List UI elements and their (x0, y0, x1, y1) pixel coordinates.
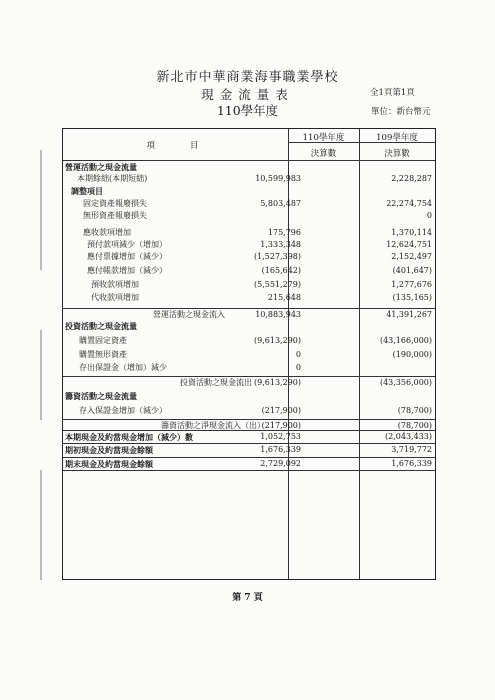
row-label: 存出保證金（增加）減少 (79, 363, 167, 372)
row-label: 調整項目 (71, 186, 103, 196)
row-label: 應付票據增加（減少） (87, 252, 167, 261)
value-109: (78,700) (397, 421, 432, 430)
value-110: 2,729,092 (260, 459, 301, 468)
value-109: (78,700) (397, 406, 432, 415)
row-label: 投資活動之現金流出 (180, 378, 252, 387)
row-label: 籌資活動之淨現金流入（出） (161, 421, 265, 430)
value-109: 12,624,751 (386, 240, 432, 249)
row-label: 固定資產報廢損失 (83, 199, 147, 208)
value-109: (43,356,000) (379, 378, 432, 387)
row-label: 期初現金及約當現金餘額 (65, 445, 153, 455)
value-110: (217,900) (261, 406, 301, 415)
value-109: 22,274,754 (386, 199, 432, 208)
value-110: 1,676,339 (260, 445, 301, 454)
col1-sub-header: 決算數 (310, 149, 337, 159)
currency-unit: 單位：新台幣元 (371, 107, 431, 117)
row-label: 代收款項增加 (91, 293, 139, 302)
value-110: 0 (295, 363, 301, 372)
value-110: (1,527,398) (254, 252, 301, 261)
table-row (63, 320, 435, 332)
scan-artifact (40, 470, 42, 580)
value-109: 1,370,114 (391, 228, 432, 237)
table-row (63, 185, 435, 197)
table-row (63, 292, 435, 304)
fiscal-period: 110學年度 (216, 103, 279, 118)
col2-sub-header: 決算數 (384, 149, 410, 159)
table-row (63, 349, 435, 361)
value-109: (2,043,433) (385, 432, 432, 441)
table-row (63, 227, 435, 239)
row-label: 無形資產報廢損失 (83, 211, 147, 220)
document-title: 新北市中華商業海事職業學校 (156, 70, 339, 85)
value-109: 0 (426, 211, 432, 220)
scan-artifact (40, 330, 42, 420)
value-110: (5,551,279) (254, 280, 301, 289)
value-110: (165,642) (261, 266, 301, 275)
scan-artifact (40, 150, 42, 270)
row-label: 預收款項增加 (91, 280, 139, 289)
table-row (63, 431, 435, 443)
row-label: 應付帳款增加（減少） (87, 266, 167, 275)
table-row (63, 173, 435, 185)
row-label: 本期現金及約當現金增加（減少）數 (65, 432, 193, 442)
value-109: 2,152,497 (391, 252, 432, 261)
value-109: 1,676,339 (391, 459, 432, 468)
value-109: 2,228,287 (391, 174, 432, 183)
row-label: 存入保證金增加（減少） (79, 406, 167, 415)
page-number: 第 7 頁 (232, 593, 263, 603)
value-110: 215,648 (267, 293, 301, 302)
value-109: 3,719,772 (391, 445, 432, 454)
row-divider (63, 470, 435, 471)
row-label: 籌資活動之現金流量 (65, 391, 137, 401)
table-row (63, 390, 435, 402)
statement-title: 現金流量表 (201, 87, 294, 102)
table-row (63, 198, 435, 210)
row-label: 期末現金及約當現金餘額 (65, 459, 153, 469)
row-label: 應收款項增加 (83, 228, 131, 237)
row-label: 預付款項減少（增加） (87, 240, 167, 249)
value-110: 10,883,943 (255, 310, 301, 319)
value-110: 1,333,348 (260, 240, 301, 249)
value-109: (190,000) (392, 350, 432, 359)
col1-year-header: 110學年度 (302, 133, 345, 143)
value-110: (217,900) (261, 421, 301, 430)
value-109: (401,647) (392, 266, 432, 275)
table-row (63, 210, 435, 222)
table-row (63, 251, 435, 263)
value-110: (9,613,290) (254, 378, 301, 387)
table-row (63, 161, 435, 173)
value-110: (9,613,290) (254, 336, 301, 345)
row-label: 購置無形資產 (79, 350, 127, 359)
col2-year-header: 109學年度 (376, 133, 418, 143)
table-row (63, 444, 435, 456)
value-109: 41,391,267 (386, 310, 432, 319)
table-row (63, 362, 435, 374)
table-row (63, 239, 435, 251)
value-110: 1,052,753 (260, 432, 301, 441)
value-109: (43,166,000) (379, 336, 432, 345)
value-109: (135,165) (392, 293, 432, 302)
row-label: 營運活動之現金流量 (65, 162, 137, 172)
table-row (63, 279, 435, 291)
table-row (63, 377, 435, 389)
value-110: 0 (295, 350, 301, 359)
table-row (63, 335, 435, 347)
value-110: 10,599,983 (255, 174, 301, 183)
row-label: 購置固定資產 (79, 336, 127, 345)
table-row (63, 458, 435, 470)
row-label: 營運活動之現金流入 (153, 310, 225, 319)
item-column-header: 項 目 (146, 141, 205, 151)
row-label: 投資活動之現金流量 (65, 321, 137, 331)
table-row (63, 405, 435, 417)
table-row (63, 265, 435, 277)
value-110: 5,803,487 (260, 199, 301, 208)
row-label: 本期餘絀(本期短絀) (77, 174, 148, 183)
page-info: 全1頁第1頁 (370, 88, 415, 98)
cash-flow-table (62, 128, 436, 580)
value-110: 175,796 (267, 228, 301, 237)
value-109: 1,277,676 (391, 280, 432, 289)
